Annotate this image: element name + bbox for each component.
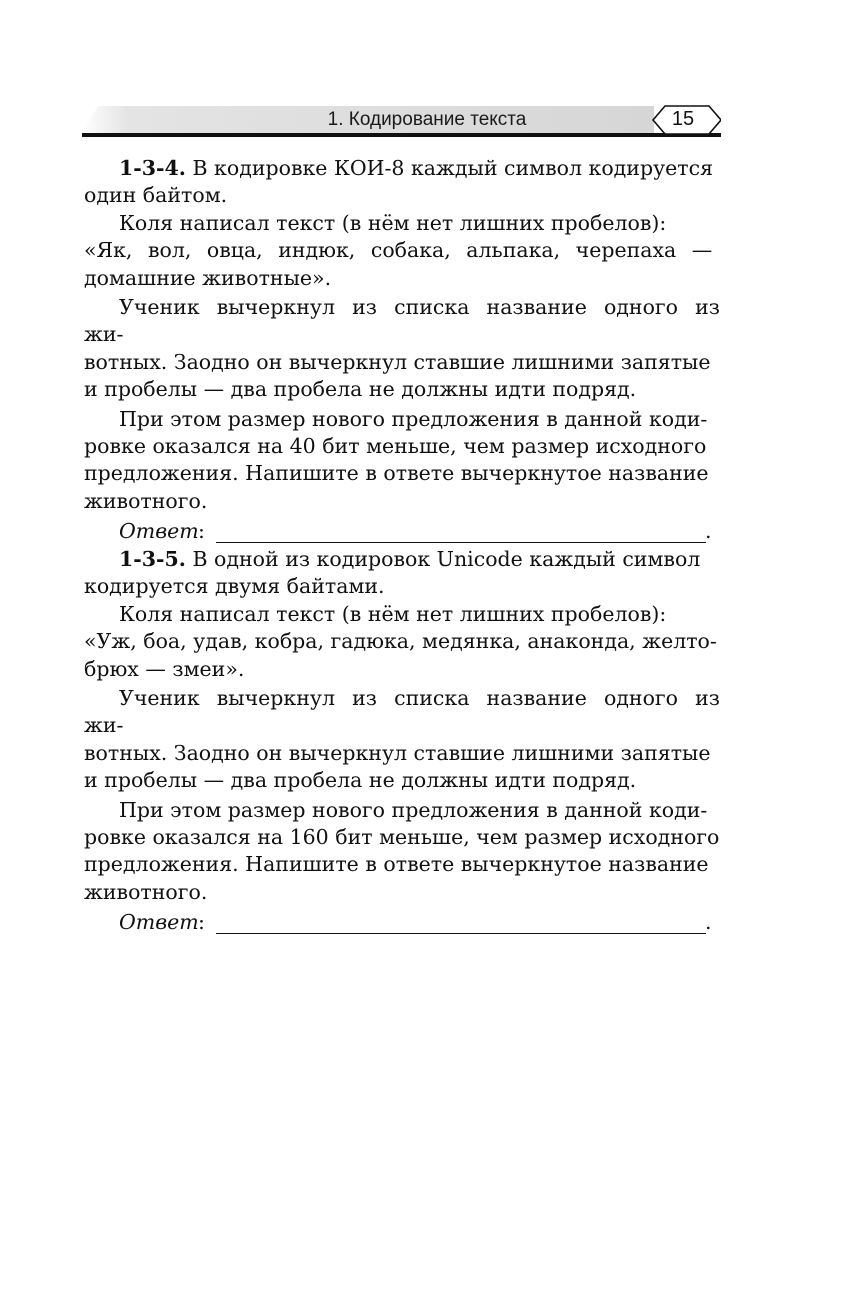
- answer-blank-line[interactable]: [216, 933, 706, 934]
- paragraph-line: животного.: [84, 879, 208, 904]
- task-number: 1-3-4.: [119, 156, 186, 180]
- answer-label: Ответ: [119, 910, 199, 935]
- answer-colon: :: [198, 519, 205, 544]
- answer-colon: :: [198, 910, 205, 935]
- task-1-3-4: [84, 155, 720, 548]
- running-header: [82, 104, 721, 138]
- answer-period: .: [705, 910, 712, 935]
- answer-label: Ответ: [119, 519, 199, 544]
- paragraph-line: и пробелы — два пробела не должны идти подряд.: [84, 377, 637, 402]
- answer-row: [84, 909, 720, 939]
- task-intro: [84, 546, 720, 573]
- quote-line: брюх — змеи».: [84, 656, 245, 681]
- task-number: 1-3-5.: [119, 547, 186, 571]
- paragraph-line: животного.: [84, 488, 208, 513]
- paragraph-line: При этом размер нового предложения в данной коди-: [119, 797, 708, 822]
- paragraph-line: ровке оказался на 160 бит меньше, чем размер исходного: [84, 825, 720, 850]
- paragraph-line: ровке оказался на 40 бит меньше, чем размер исходного: [84, 434, 707, 459]
- quote-line: «Уж, боа, удав, кобра, гадюка, медянка, анаконда, желто-: [84, 629, 717, 654]
- answer-period: .: [705, 519, 712, 544]
- task-intro-text: В кодировке КОИ-8 каждый символ кодируется: [185, 156, 714, 180]
- paragraph-line: вотных. Заодно он вычеркнул ставшие лишними запятые: [84, 349, 711, 374]
- task-intro: [84, 155, 720, 182]
- page-number: 15: [671, 108, 695, 130]
- paragraph-line: и пробелы — два пробела не должны идти подряд.: [84, 768, 637, 793]
- paragraph-line: предложения. Напишите в ответе вычеркнутое название: [84, 461, 709, 486]
- paragraph-line: Ученик вычеркнул из списка название одного из жи-: [84, 686, 720, 738]
- task-lead: Коля написал текст (в нём нет лишних пробелов):: [119, 601, 667, 626]
- paragraph-line: Ученик вычеркнул из списка название одного из жи-: [84, 295, 720, 347]
- answer-blank-line[interactable]: [216, 542, 706, 543]
- paragraph-line: вотных. Заодно он вычеркнул ставшие лишними запятые: [84, 740, 711, 765]
- quote-line: «Як, вол, овца, индюк, собака, альпака, черепаха —: [84, 238, 713, 263]
- task-1-3-5: [84, 546, 720, 939]
- quote-line: домашние животные».: [84, 265, 332, 290]
- task-intro-line2: кодируется двумя байтами.: [84, 574, 385, 599]
- task-lead: Коля написал текст (в нём нет лишних пробелов):: [119, 210, 667, 235]
- paragraph-line: предложения. Напишите в ответе вычеркнутое название: [84, 852, 709, 877]
- answer-row: [84, 518, 720, 548]
- chapter-title: 1. Кодирование текста: [327, 109, 527, 130]
- paragraph-line: При этом размер нового предложения в данной коди-: [119, 406, 708, 431]
- task-intro-text: В одной из кодировок Unicode каждый символ: [185, 547, 701, 571]
- task-intro-line2: один байтом.: [84, 183, 228, 208]
